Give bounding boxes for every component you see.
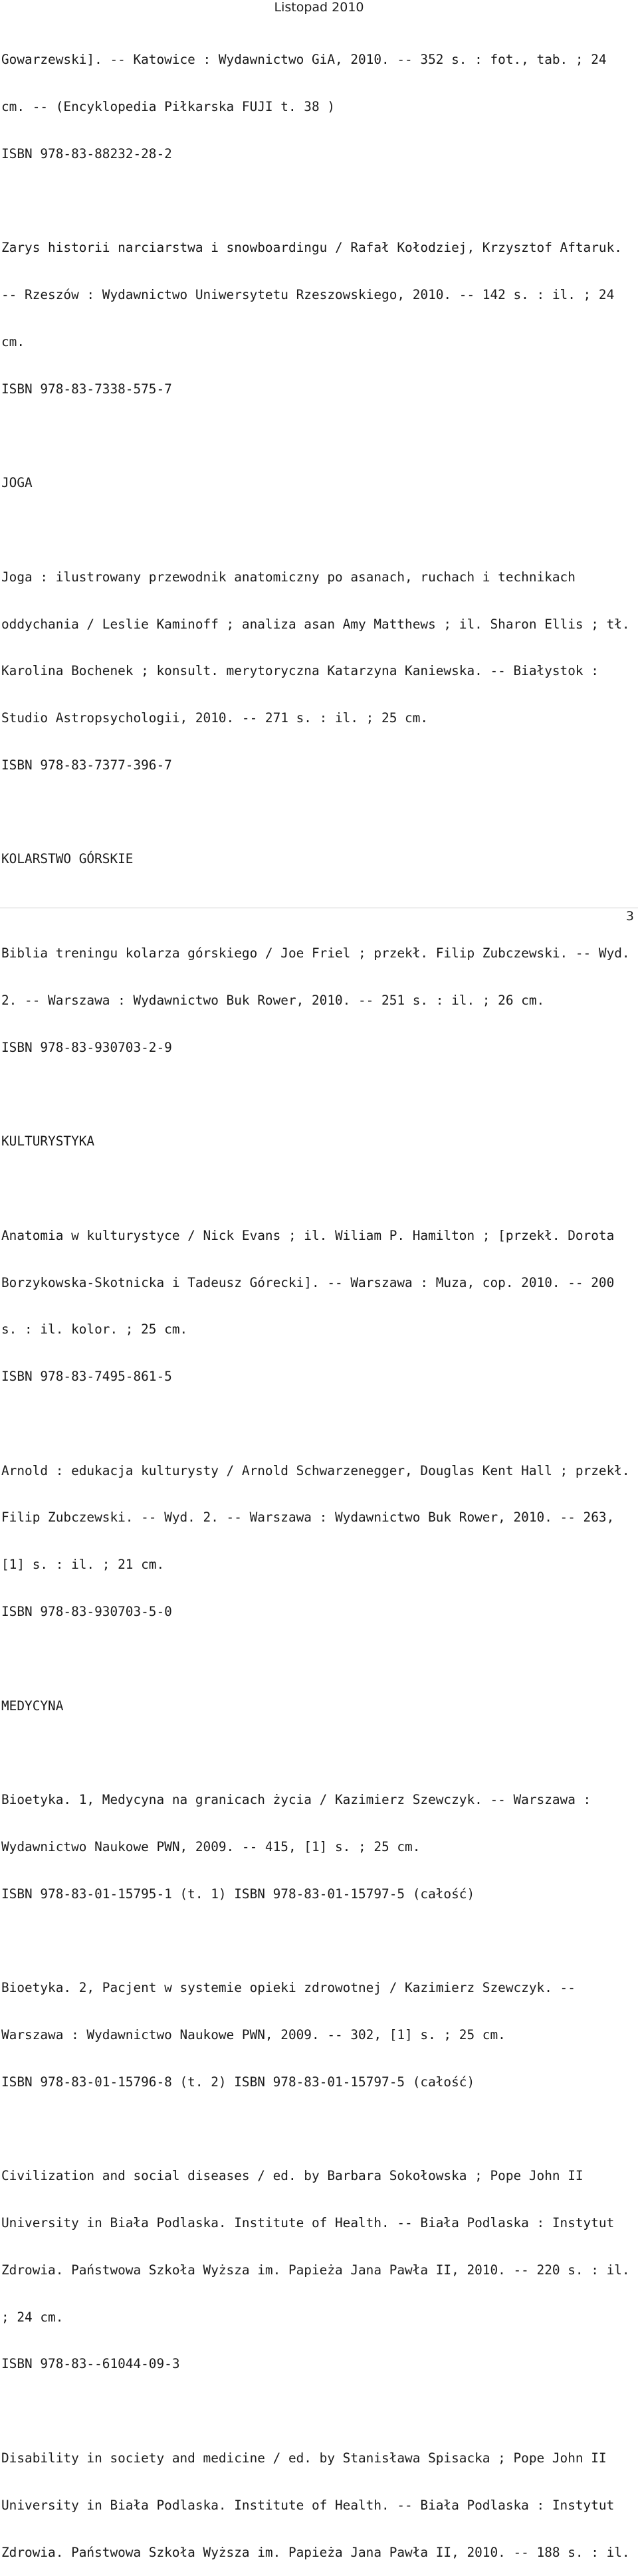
blank-line	[1, 428, 637, 444]
text-line: Disability in society and medicine / ed. by Stanisława Spisacka ; Pope John II	[1, 2450, 607, 2466]
blank-line	[1, 1933, 637, 1949]
text-line: Civilization and social diseases / ed. by Barbara Sokołowska ; Pope John II	[1, 2168, 584, 2184]
text-line: Arnold : edukacja kulturysty / Arnold Schwarzenegger, Douglas Kent Hall ; przekł.	[1, 1462, 630, 1478]
text-line: cm.	[1, 334, 25, 349]
text-line: Studio Astropsychologii, 2010. -- 271 s. : il. ; 25 cm.	[1, 710, 429, 726]
text-line: ISBN 978-83-01-15795-1 (t. 1) ISBN 978-83-01-15797-5 (całość)	[1, 1886, 475, 1902]
text-line: Anatomia w kulturystyce / Nick Evans ; il. Wiliam P. Hamilton ; [przekł. Dorota	[1, 1227, 615, 1243]
text-line: 2. -- Warszawa : Wydawnictwo Buk Rower, 2010. -- 251 s. : il. ; 26 cm.	[1, 992, 545, 1008]
text-line: University in Biała Podlaska. Institute of Health. -- Biała Podlaska : Instytut	[1, 2215, 615, 2231]
blank-line	[1, 898, 637, 914]
text-line: ISBN 978-83-7377-396-7	[1, 757, 172, 773]
text-line: Filip Zubczewski. -- Wyd. 2. -- Warszawa : Wydawnictwo Buk Rower, 2010. -- 263,	[1, 1510, 615, 1526]
text-line: Bioetyka. 1, Medycyna na granicach życia / Kazimierz Szewczyk. -- Warszawa :	[1, 1792, 591, 1808]
section-heading-joga: JOGA	[1, 475, 33, 491]
text-line: ISBN 978-83-930703-5-0	[1, 1603, 172, 1619]
blank-line	[1, 193, 637, 209]
blank-line	[1, 1181, 637, 1197]
page-number: 3	[625, 909, 634, 924]
text-line: Zdrowia. Państwowa Szkoła Wyższa im. Papieża Jana Pawła II, 2010. -- 188 s. : il.	[1, 2544, 630, 2560]
text-line: ; 24 cm.	[1, 2309, 64, 2325]
text-line: Bioetyka. 2, Pacjent w systemie opieki zdrowotnej / Kazimierz Szewczyk. --	[1, 1980, 576, 1996]
text-line: Zarys historii narciarstwa i snowboardingu / Rafał Kołodziej, Krzysztof Aftaruk.	[1, 240, 622, 256]
text-line: Borzykowska-Skotnicka i Tadeusz Górecki]. -- Warszawa : Muza, cop. 2010. -- 200	[1, 1274, 615, 1290]
blank-line	[1, 1651, 637, 1667]
page-header-title: Listopad 2010	[274, 0, 364, 15]
section-heading-medycyna: MEDYCYNA	[1, 1698, 64, 1714]
blank-line	[1, 1745, 637, 1761]
text-line: ISBN 978-83-7495-861-5	[1, 1369, 172, 1385]
text-line: oddychania / Leslie Kaminoff ; analiza asan Amy Matthews ; il. Sharon Ellis ; tł.	[1, 616, 630, 632]
section-heading-kulturystyka: KULTURYSTYKA	[1, 1134, 95, 1149]
text-line: ISBN 978-83-930703-2-9	[1, 1039, 172, 1055]
text-line: -- Rzeszów : Wydawnictwo Uniwersytetu Rzeszowskiego, 2010. -- 142 s. : il. ; 24	[1, 287, 615, 303]
text-line: Karolina Bochenek ; konsult. merytoryczna Katarzyna Kaniewska. -- Białystok :	[1, 663, 599, 679]
text-line: cm. -- (Encyklopedia Piłkarska FUJI t. 38 )	[1, 98, 335, 114]
text-line: ISBN 978-83--61044-09-3	[1, 2356, 180, 2372]
bibliography-content	[1, 21, 637, 2576]
blank-line	[1, 2403, 637, 2419]
text-line: ISBN 978-83-88232-28-2	[1, 146, 172, 161]
blank-line	[1, 1416, 637, 1432]
text-line: Biblia treningu kolarza górskiego / Joe Friel ; przekł. Filip Zubczewski. -- Wyd.	[1, 945, 630, 961]
text-line: Warszawa : Wydawnictwo Naukowe PWN, 2009. -- 302, [1] s. ; 25 cm.	[1, 2027, 506, 2042]
blank-line	[1, 1086, 637, 1102]
text-line: Gowarzewski]. -- Katowice : Wydawnictwo GiA, 2010. -- 352 s. : fot., tab. ; 24	[1, 52, 607, 68]
text-line: Zdrowia. Państwowa Szkoła Wyższa im. Papieża Jana Pawła II, 2010. -- 220 s. : il.	[1, 2262, 630, 2278]
text-line: Wydawnictwo Naukowe PWN, 2009. -- 415, [1] s. ; 25 cm.	[1, 1838, 421, 1854]
text-line: Joga : ilustrowany przewodnik anatomiczny po asanach, ruchach i technikach	[1, 569, 576, 585]
text-line: [1] s. : il. ; 21 cm.	[1, 1557, 165, 1573]
blank-line	[1, 522, 637, 538]
text-line: s. : il. kolor. ; 25 cm.	[1, 1322, 188, 1338]
text-line: University in Biała Podlaska. Institute of Health. -- Biała Podlaska : Instytut	[1, 2497, 615, 2513]
text-line: ISBN 978-83-7338-575-7	[1, 381, 172, 397]
blank-line	[1, 805, 637, 821]
section-heading-kolarstwo-gorskie: KOLARSTWO GÓRSKIE	[1, 851, 134, 867]
text-line: ISBN 978-83-01-15796-8 (t. 2) ISBN 978-83-01-15797-5 (całość)	[1, 2074, 475, 2090]
blank-line	[1, 2122, 637, 2137]
